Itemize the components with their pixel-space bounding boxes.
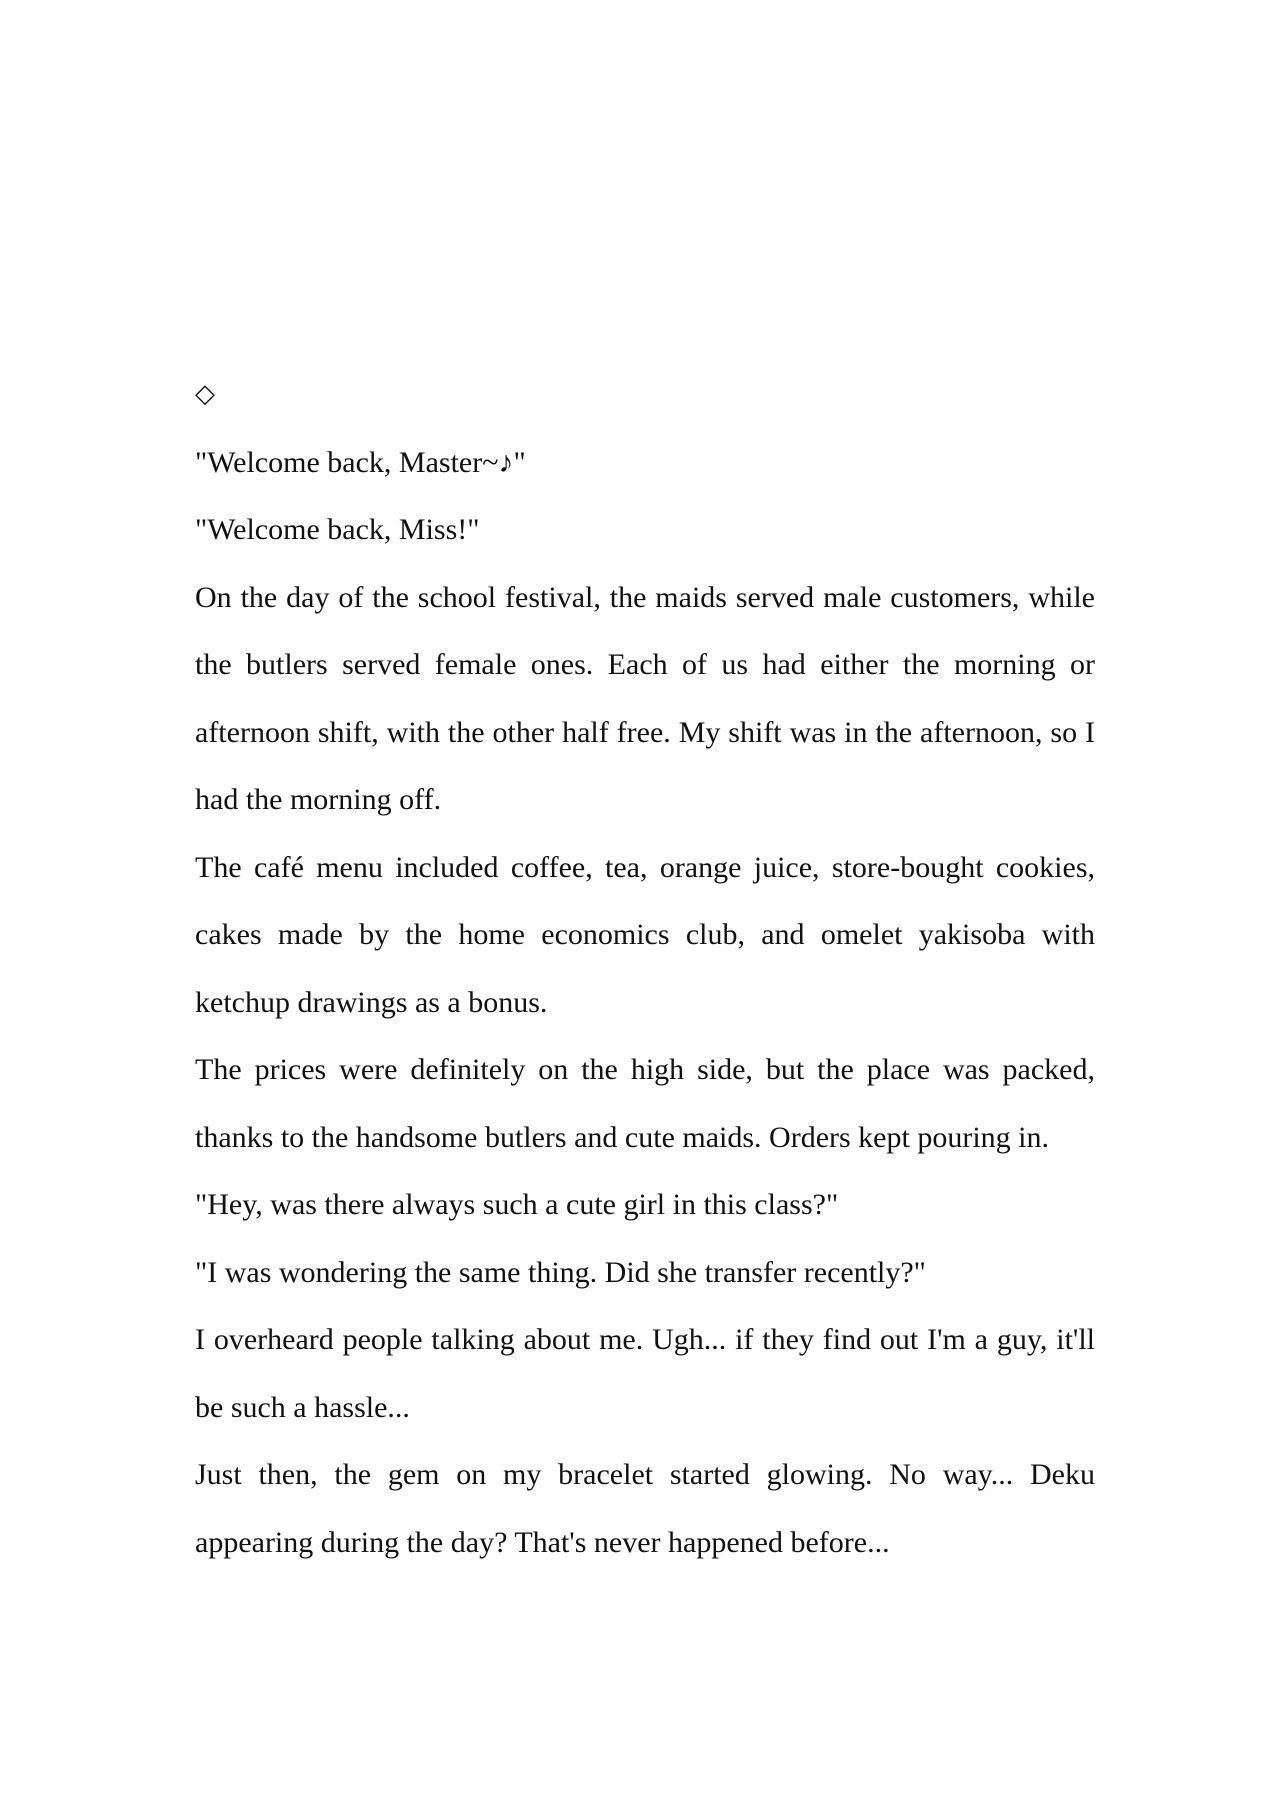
story-text bbox=[195, 361, 1095, 1576]
scene-break-icon: ◇ bbox=[195, 379, 215, 409]
dialogue-line: "Hey, was there always such a cute girl in this class?" bbox=[195, 1188, 839, 1221]
narration-paragraph: The café menu included coffee, tea, orange juice, store-bought cookies, cakes made by the home economics club, and omelet yakisoba with ketchup drawings as a bonus. bbox=[195, 850, 1095, 1019]
narration-paragraph: I overheard people talking about me. Ugh... if they find out I'm a guy, it'll be such a hassle... bbox=[195, 1323, 1095, 1424]
dialogue-line: "Welcome back, Master~♪" bbox=[195, 445, 526, 479]
narration-paragraph: The prices were definitely on the high side, but the place was packed, thanks to the handsome butlers and cute maids. Orders kept pouring in. bbox=[195, 1053, 1095, 1154]
dialogue-line: "Welcome back, Miss!" bbox=[195, 513, 480, 546]
dialogue-line: "I was wondering the same thing. Did she transfer recently?" bbox=[195, 1255, 926, 1289]
narration-paragraph: Just then, the gem on my bracelet started glowing. No way... Deku appearing during the day? That's never happened before... bbox=[195, 1458, 1095, 1559]
narration-paragraph: On the day of the school festival, the maids served male customers, while the butlers served female ones. Each of us had either the morning or afternoon shift, with the other half free. My shift was in the afternoon, so I had the morning off. bbox=[195, 580, 1095, 816]
